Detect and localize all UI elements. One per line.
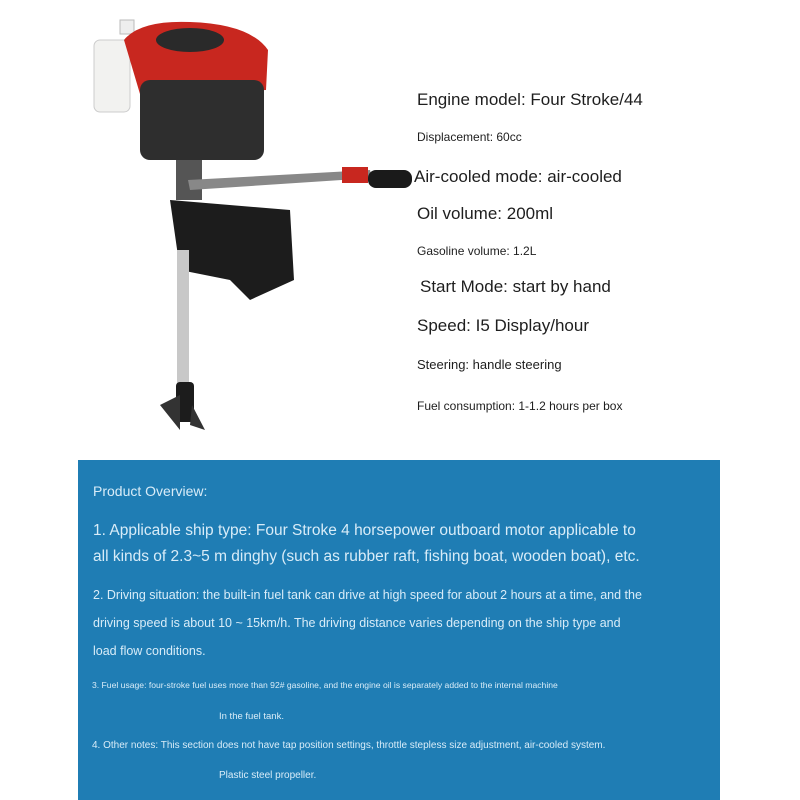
overview-p3-line2: In the fuel tank. <box>219 711 284 722</box>
spec-cooling: Air-cooled mode: air-cooled <box>414 167 622 186</box>
overview-p1-line2: all kinds of 2.3~5 m dinghy (such as rubber raft, fishing boat, wooden boat), etc. <box>93 548 640 565</box>
spec-gasoline-volume: Gasoline volume: 1.2L <box>417 244 537 258</box>
spec-steering: Steering: handle steering <box>417 357 562 372</box>
overview-title: Product Overview: <box>93 483 208 499</box>
overview-p4-line1: 4. Other notes: This section does not have tap position settings, throttle stepless size adjustment, air-cooled system. <box>92 740 606 751</box>
tiller-handle <box>368 170 412 188</box>
spec-displacement: Displacement: 60cc <box>417 130 522 144</box>
spec-oil-volume: Oil volume: 200ml <box>417 204 554 223</box>
overview-p1-line1: 1. Applicable ship type: Four Stroke 4 horsepower outboard motor applicable to <box>93 522 636 539</box>
overview-p2-line1: 2. Driving situation: the built-in fuel tank can drive at high speed for about 2 hours at a time, and the <box>93 588 642 602</box>
spec-speed: Speed: I5 Display/hour <box>417 316 589 335</box>
overview-p3-line1: 3. Fuel usage: four-stroke fuel uses more than 92# gasoline, and the engine oil is separately added to the internal machine <box>92 680 558 690</box>
spec-start-mode: Start Mode: start by hand <box>420 277 611 296</box>
spec-engine-model: Engine model: Four Stroke/44 <box>417 90 643 109</box>
overview-p4-line2: Plastic steel propeller. <box>219 770 317 781</box>
fuel-tank <box>94 40 130 112</box>
product-overview-panel <box>78 460 720 800</box>
outboard-motor-image <box>80 10 420 430</box>
overview-p2-line2: driving speed is about 10 ~ 15km/h. The driving distance varies depending on the ship type and <box>93 616 621 630</box>
overview-p2-line3: load flow conditions. <box>93 644 206 658</box>
spec-fuel-consumption: Fuel consumption: 1-1.2 hours per box <box>417 399 623 413</box>
